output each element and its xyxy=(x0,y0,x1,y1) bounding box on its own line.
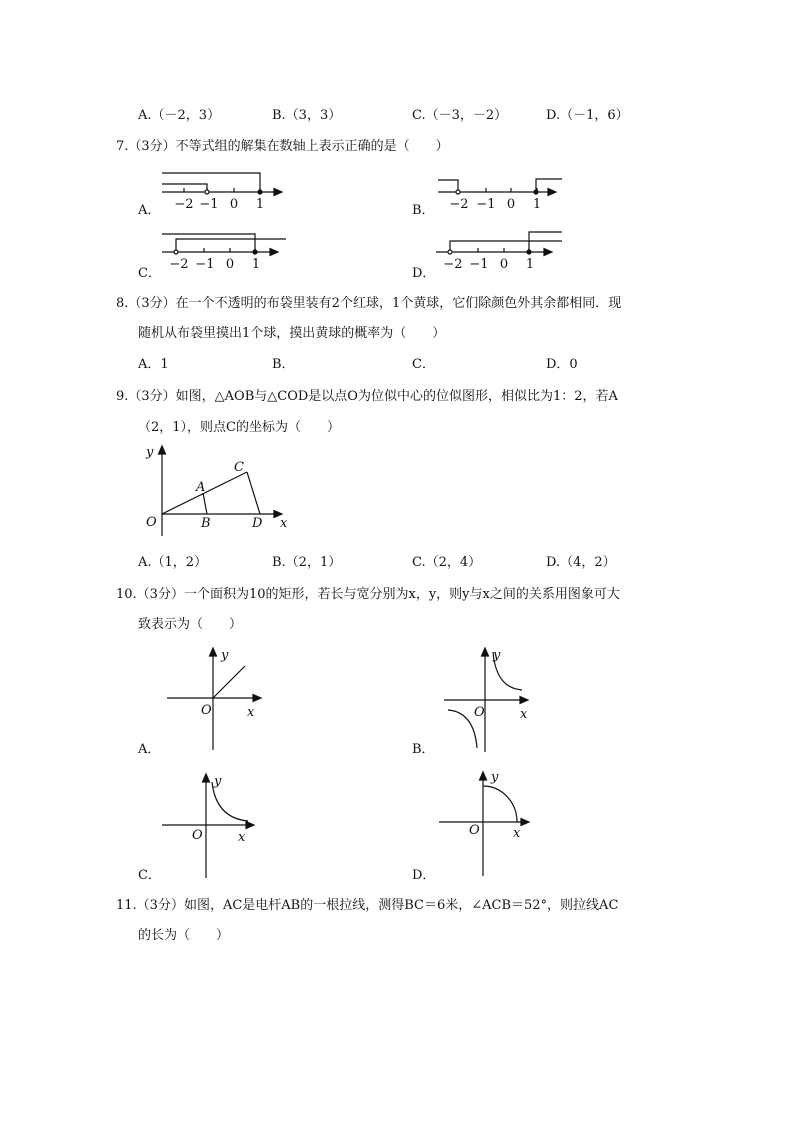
q9-option-d: D.（4，2） xyxy=(546,555,616,570)
y-axis-label: y xyxy=(493,648,501,663)
q6-option-d: D.（－1，6） xyxy=(546,108,629,123)
q7-option-d-number-line xyxy=(434,230,569,274)
q8-question-line1: 8.（3分）在一个不透明的布袋里装有2个红球，1个黄球，它们除颜色外其余都相同．现 xyxy=(116,296,622,311)
point-b-label: B xyxy=(201,516,211,531)
q9-question-line1: 9.（3分）如图，△AOB与△COD是以点O为位似中心的位似图形，相似比为1：2，若A xyxy=(116,389,618,404)
tick-label: 0 xyxy=(229,197,239,212)
q7-option-b-letter: B． xyxy=(412,203,435,218)
tick-label: −2 xyxy=(174,197,194,212)
q10-option-d-graph xyxy=(437,768,537,878)
tick-label: 0 xyxy=(499,257,509,272)
x-axis-label: x xyxy=(238,830,246,845)
q7-option-c-letter: C． xyxy=(138,266,161,281)
q9-option-a: A.（1，2） xyxy=(138,555,208,570)
origin-label: O xyxy=(201,703,212,718)
q7-option-a-letter: A． xyxy=(138,203,161,218)
x-axis-label: x xyxy=(247,705,255,720)
y-axis-label: y xyxy=(221,648,229,663)
q7-option-a-number-line xyxy=(160,168,290,212)
point-a-label: A xyxy=(196,480,206,495)
y-axis-label: y xyxy=(214,774,222,789)
q10-option-b-graph xyxy=(442,644,537,754)
q8-question-line2: 随机从布袋里摸出1个球，摸出黄球的概率为（ ） xyxy=(138,326,446,341)
tick-label: −1 xyxy=(199,197,219,212)
y-axis-label: y xyxy=(146,445,154,460)
q7-question-text: 7.（3分）不等式组的解集在数轴上表示正确的是（ ） xyxy=(116,139,449,154)
y-axis-label: y xyxy=(491,770,499,785)
q7-option-c-number-line xyxy=(160,230,290,274)
q10-question-line1: 10.（3分）一个面积为10的矩形，若长与宽分别为x，y，则y与x之间的关系用图象可大 xyxy=(116,587,620,602)
origin-label: O xyxy=(192,828,203,843)
q10-option-c-letter: C． xyxy=(138,868,161,883)
tick-label: −2 xyxy=(169,257,189,272)
tick-label: −2 xyxy=(443,257,463,272)
tick-label: 1 xyxy=(525,257,535,272)
tick-label: 0 xyxy=(225,257,235,272)
tick-label: −1 xyxy=(469,257,489,272)
x-axis-label: x xyxy=(280,516,288,531)
q8-option-c: C． xyxy=(412,357,435,372)
tick-label: 1 xyxy=(532,197,542,212)
q10-option-c-graph xyxy=(160,770,260,880)
tick-label: −1 xyxy=(476,197,496,212)
q9-option-c: C.（2，4） xyxy=(412,555,482,570)
q10-option-b-letter: B． xyxy=(412,742,435,757)
point-c-label: C xyxy=(234,460,244,475)
q10-option-a-graph xyxy=(165,644,270,754)
q8-option-d: D．0 xyxy=(546,357,578,372)
tick-label: 0 xyxy=(506,197,516,212)
q9-similar-triangles-figure xyxy=(140,440,300,540)
q10-question-line2: 致表示为（ ） xyxy=(138,617,243,632)
x-axis-label: x xyxy=(520,707,528,722)
q11-question-line1: 11.（3分）如图，AC是电杆AB的一根拉线，测得BC＝6米，∠ACB＝52°，则拉线AC xyxy=(116,898,619,913)
origin-label: O xyxy=(474,705,485,720)
tick-label: 1 xyxy=(251,257,261,272)
q6-option-a: A.（－2，3） xyxy=(138,108,221,123)
q6-option-b: B.（3，3） xyxy=(272,108,342,123)
tick-label: −1 xyxy=(195,257,215,272)
tick-label: 1 xyxy=(255,197,265,212)
point-d-label: D xyxy=(252,516,263,531)
q9-question-line2: （2，1），则点C的坐标为（ ） xyxy=(138,420,340,435)
q8-option-a: A．1 xyxy=(138,357,169,372)
q6-option-c: C.（－3，－2） xyxy=(412,108,508,123)
q8-option-b: B． xyxy=(272,357,295,372)
q9-option-b: B.（2，1） xyxy=(272,555,342,570)
q11-question-line2: 的长为（ ） xyxy=(138,928,230,943)
q7-option-b-number-line xyxy=(434,168,569,212)
q7-option-d-letter: D． xyxy=(412,266,436,281)
q10-option-a-letter: A． xyxy=(138,742,161,757)
q10-option-d-letter: D． xyxy=(412,868,436,883)
origin-label: O xyxy=(146,515,157,530)
tick-label: −2 xyxy=(449,197,469,212)
x-axis-label: x xyxy=(513,826,521,841)
origin-label: O xyxy=(469,823,480,838)
